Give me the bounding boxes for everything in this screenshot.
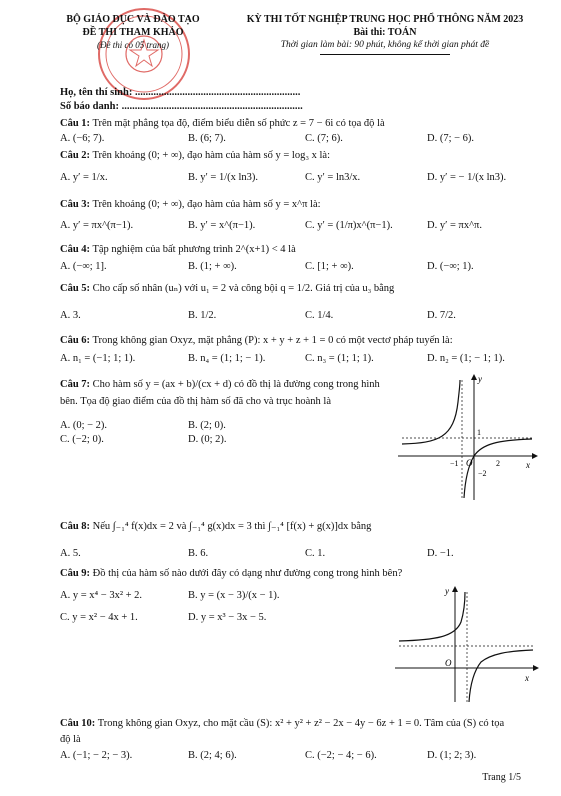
- graph-question-7: [398, 372, 538, 502]
- y-axis-arrow-icon: [471, 374, 477, 380]
- header-divider: [320, 54, 450, 55]
- option-c[interactable]: C. y′ = (1/π)x^(π−1).: [305, 220, 393, 231]
- question-2: Câu 2: Trên khoảng (0; + ∞), đạo hàm của hàm số y = log₃ x là:: [60, 150, 331, 161]
- option-d[interactable]: D. (7; − 6).: [427, 133, 475, 144]
- option-c[interactable]: C. y = x² − 4x + 1.: [60, 612, 138, 623]
- page-number: Trang 1/5: [482, 772, 521, 783]
- option-b[interactable]: B. n₄ = (1; 1; − 1).: [188, 353, 266, 364]
- question-text: Trong không gian Oxyz, mặt phẳng (P): x + y + z + 1 = 0 có một vectơ pháp tuyến là:: [92, 335, 453, 346]
- question-text: Cho cấp số nhân (uₙ) với u₁ = 2 và công bội q = 1/2. Giá trị của u₃ bằng: [92, 283, 395, 294]
- header-left: [38, 14, 228, 50]
- option-b[interactable]: B. (1; + ∞).: [188, 261, 237, 272]
- x-axis-arrow-icon: [533, 665, 539, 671]
- x-label: x: [526, 460, 530, 470]
- option-b[interactable]: B. y′ = 1/(x ln3).: [188, 172, 259, 183]
- ministry-name: BỘ GIÁO DỤC VÀ ĐÀO TẠO: [66, 14, 200, 25]
- tick-2-label: 2: [496, 459, 500, 468]
- option-b[interactable]: B. 1/2.: [188, 310, 217, 321]
- question-text: Nếu ∫₋₁⁴ f(x)dx = 2 và ∫₋₁⁴ g(x)dx = 3 thì ∫₋₁⁴ [f(x) + g(x)]dx bằng: [92, 521, 372, 532]
- option-a[interactable]: A. 5.: [60, 548, 81, 559]
- question-text: Trên khoảng (0; + ∞), đạo hàm của hàm số y = x^π là:: [92, 199, 321, 210]
- exam-subject: Bài thi: TOÁN: [353, 27, 417, 38]
- option-d[interactable]: D. y = x³ − 3x − 5.: [188, 612, 267, 623]
- question-4: Câu 4: Tập nghiệm của bất phương trình 2^(x+1) < 4 là: [60, 244, 296, 255]
- option-b[interactable]: B. (2; 0).: [188, 420, 226, 431]
- option-a[interactable]: A. (−6; 7).: [60, 133, 105, 144]
- y-label: y: [445, 586, 449, 596]
- curve-left-branch: [402, 380, 460, 444]
- question-7: Câu 7: Cho hàm số y = (ax + b)/(cx + d) có đồ thị là đường cong trong hình bên. Tọa độ giao điểm của đồ thị hàm số đã cho và trục hoành là: [60, 379, 380, 407]
- option-a[interactable]: A. n₁ = (−1; 1; 1).: [60, 353, 136, 364]
- option-d[interactable]: D. n₂ = (1; − 1; 1).: [427, 353, 505, 364]
- question-5: Câu 5: Cho cấp số nhân (uₙ) với u₁ = 2 và công bội q = 1/2. Giá trị của u₃ bằng: [60, 283, 395, 294]
- option-c[interactable]: C. (−2; 0).: [60, 434, 104, 445]
- question-10: Câu 10: Trong không gian Oxyz, cho mặt cầu (S): x² + y² + z² − 2x − 4y − 6z + 1 = 0. Tâm của (S) có tọa độ là: [60, 718, 505, 745]
- candidate-name-field: Họ, tên thí sinh: ...............................................................: [60, 87, 301, 98]
- question-text: Cho hàm số y = (ax + b)/(cx + d) có đồ thị là đường cong trong hình bên. Tọa độ giao điểm của đồ thị hàm số đã cho và trục hoành là: [60, 379, 380, 407]
- exam-type: ĐỀ THI THAM KHẢO: [82, 27, 184, 38]
- option-c[interactable]: C. 1.: [305, 548, 326, 559]
- option-b[interactable]: B. y′ = x^(π−1).: [188, 220, 256, 231]
- tick-minus1-label: −1: [450, 459, 459, 468]
- curve-right-branch: [469, 650, 533, 702]
- y-label: y: [478, 374, 482, 384]
- option-a[interactable]: A. (0; − 2).: [60, 420, 108, 431]
- x-label: x: [525, 673, 529, 683]
- exam-title: KỲ THI TỐT NGHIỆP TRUNG HỌC PHỔ THÔNG NĂM 2023: [246, 14, 524, 25]
- option-d[interactable]: D. y′ = − 1/(x ln3).: [427, 172, 507, 183]
- option-c[interactable]: C. [1; + ∞).: [305, 261, 354, 272]
- option-d[interactable]: D. (−∞; 1).: [427, 261, 474, 272]
- option-a[interactable]: A. (−∞; 1].: [60, 261, 107, 272]
- question-text: Trên khoảng (0; + ∞), đạo hàm của hàm số y = log₃ x là:: [92, 150, 331, 161]
- pages-note: (Đề thi có 05 trang): [97, 40, 169, 50]
- time-note: Thời gian làm bài: 90 phút, không kể thời gian phát đề: [280, 40, 490, 50]
- graph-question-9: [395, 582, 540, 707]
- x-axis-arrow-icon: [532, 453, 538, 459]
- option-c[interactable]: C. (7; 6).: [305, 133, 343, 144]
- option-d[interactable]: D. (0; 2).: [188, 434, 227, 445]
- option-a[interactable]: A. 3.: [60, 310, 81, 321]
- y-axis-arrow-icon: [452, 586, 458, 592]
- option-b[interactable]: B. (6; 7).: [188, 133, 226, 144]
- question-1: Câu 1: Trên mặt phẳng tọa độ, điểm biểu diễn số phức z = 7 − 6i có tọa độ là: [60, 118, 385, 129]
- origin-label: O: [466, 458, 473, 468]
- origin-label: O: [445, 658, 452, 668]
- option-d[interactable]: D. 7/2.: [427, 310, 456, 321]
- option-c[interactable]: C. n₃ = (1; 1; 1).: [305, 353, 374, 364]
- option-a[interactable]: A. y = x⁴ − 3x² + 2.: [60, 590, 143, 601]
- question-8: Câu 8: Nếu ∫₋₁⁴ f(x)dx = 2 và ∫₋₁⁴ g(x)dx = 3 thì ∫₋₁⁴ [f(x) + g(x)]dx bằng: [60, 521, 372, 532]
- option-b[interactable]: B. (2; 4; 6).: [188, 750, 237, 761]
- question-text: Tập nghiệm của bất phương trình 2^(x+1) < 4 là: [92, 244, 296, 255]
- tick-1-label: 1: [477, 428, 481, 437]
- option-c[interactable]: C. (−2; − 4; − 6).: [305, 750, 377, 761]
- option-c[interactable]: C. y′ = ln3/x.: [305, 172, 361, 183]
- option-a[interactable]: A. (−1; − 2; − 3).: [60, 750, 133, 761]
- question-text: Trên mặt phẳng tọa độ, điểm biểu diễn số phức z = 7 − 6i có tọa độ là: [92, 118, 385, 129]
- question-text: Đồ thị của hàm số nào dưới đây có dạng như đường cong trong hình bên?: [92, 568, 403, 579]
- option-d[interactable]: D. y′ = πx^π.: [427, 220, 482, 231]
- option-a[interactable]: A. y′ = 1/x.: [60, 172, 108, 183]
- question-6: Câu 6: Trong không gian Oxyz, mặt phẳng (P): x + y + z + 1 = 0 có một vectơ pháp tuyến là:: [60, 335, 453, 346]
- candidate-id-field: Số báo danh: .....................................................................: [60, 101, 303, 112]
- option-b[interactable]: B. 6.: [188, 548, 209, 559]
- tick-minus2-label: −2: [478, 469, 487, 478]
- option-d[interactable]: D. (1; 2; 3).: [427, 750, 477, 761]
- question-9: Câu 9: Đồ thị của hàm số nào dưới đây có dạng như đường cong trong hình bên?: [60, 568, 403, 579]
- option-b[interactable]: B. y = (x − 3)/(x − 1).: [188, 590, 280, 601]
- option-c[interactable]: C. 1/4.: [305, 310, 334, 321]
- option-a[interactable]: A. y′ = πx^(π−1).: [60, 220, 134, 231]
- question-3: Câu 3: Trên khoảng (0; + ∞), đạo hàm của hàm số y = x^π là:: [60, 199, 321, 210]
- header-right: [235, 14, 535, 55]
- option-d[interactable]: D. −1.: [427, 548, 454, 559]
- question-text: Trong không gian Oxyz, cho mặt cầu (S): x² + y² + z² − 2x − 4y − 6z + 1 = 0. Tâm của (S) có tọa độ là: [60, 718, 505, 745]
